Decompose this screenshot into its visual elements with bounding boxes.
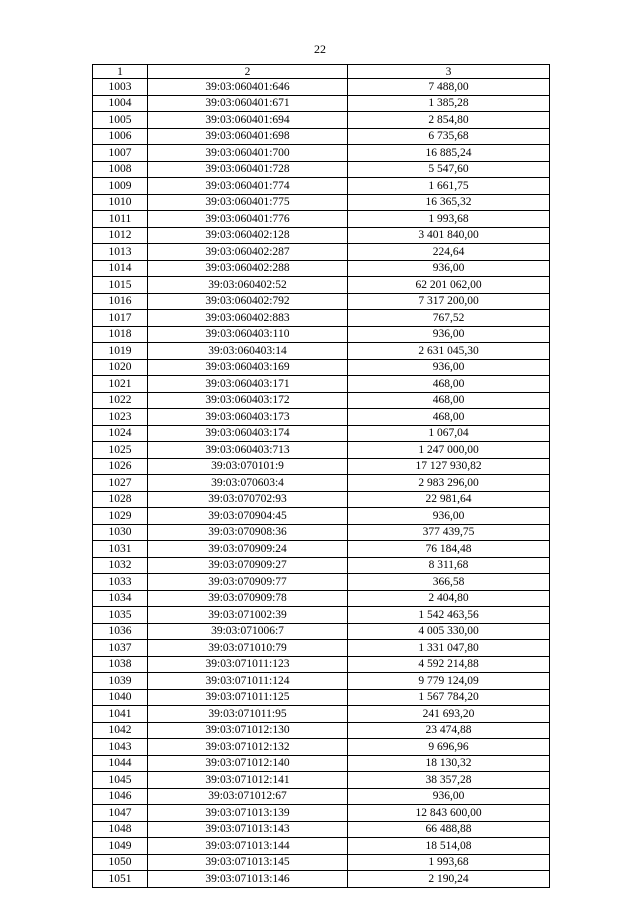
cell-value: 2 983 296,00 — [348, 475, 550, 492]
table-row — [93, 343, 550, 360]
table-row — [93, 112, 550, 129]
cell-row-number: 1011 — [93, 211, 148, 228]
table-row — [93, 359, 550, 376]
cell-value: 1 567 784,20 — [348, 689, 550, 706]
cell-row-number: 1021 — [93, 376, 148, 393]
cell-value: 1 331 047,80 — [348, 640, 550, 657]
cell-cadastral-number: 39:03:060401:694 — [148, 112, 348, 129]
cell-value: 22 981,64 — [348, 491, 550, 508]
cell-value: 936,00 — [348, 508, 550, 525]
cell-cadastral-number: 39:03:060401:728 — [148, 161, 348, 178]
cell-cadastral-number: 39:03:060401:774 — [148, 178, 348, 195]
cell-cadastral-number: 39:03:060402:792 — [148, 293, 348, 310]
table-row — [93, 260, 550, 277]
cell-cadastral-number: 39:03:071012:132 — [148, 739, 348, 756]
cell-cadastral-number: 39:03:071013:146 — [148, 871, 348, 888]
table-header — [93, 65, 550, 79]
cell-value: 241 693,20 — [348, 706, 550, 723]
cell-cadastral-number: 39:03:060403:14 — [148, 343, 348, 360]
table-row — [93, 673, 550, 690]
cell-cadastral-number: 39:03:060403:172 — [148, 392, 348, 409]
table-row — [93, 871, 550, 888]
cell-value: 2 404,80 — [348, 590, 550, 607]
cell-cadastral-number: 39:03:070908:36 — [148, 524, 348, 541]
cell-value: 2 854,80 — [348, 112, 550, 129]
cell-cadastral-number: 39:03:060403:169 — [148, 359, 348, 376]
table-row — [93, 590, 550, 607]
column-header-cadastral-number: 2 — [148, 65, 348, 79]
cell-row-number: 1048 — [93, 821, 148, 838]
cell-cadastral-number: 39:03:071006:7 — [148, 623, 348, 640]
cell-value: 62 201 062,00 — [348, 277, 550, 294]
cell-row-number: 1012 — [93, 227, 148, 244]
cell-value: 18 130,32 — [348, 755, 550, 772]
table-row — [93, 805, 550, 822]
cell-cadastral-number: 39:03:060402:883 — [148, 310, 348, 327]
cell-value: 1 542 463,56 — [348, 607, 550, 624]
cell-value: 12 843 600,00 — [348, 805, 550, 822]
table-body — [93, 79, 550, 888]
table-row — [93, 508, 550, 525]
cell-cadastral-number: 39:03:060401:698 — [148, 128, 348, 145]
cell-row-number: 1025 — [93, 442, 148, 459]
cell-value: 1 661,75 — [348, 178, 550, 195]
table-row — [93, 194, 550, 211]
table-row — [93, 821, 550, 838]
cell-row-number: 1047 — [93, 805, 148, 822]
cell-value: 9 779 124,09 — [348, 673, 550, 690]
table-row — [93, 178, 550, 195]
cell-row-number: 1023 — [93, 409, 148, 426]
table-row — [93, 722, 550, 739]
cell-cadastral-number: 39:03:071012:130 — [148, 722, 348, 739]
table-row — [93, 656, 550, 673]
cell-value: 38 357,28 — [348, 772, 550, 789]
cell-row-number: 1030 — [93, 524, 148, 541]
table-row — [93, 607, 550, 624]
column-header-number: 1 — [93, 65, 148, 79]
cell-cadastral-number: 39:03:070909:24 — [148, 541, 348, 558]
cell-value: 7 317 200,00 — [348, 293, 550, 310]
cell-row-number: 1027 — [93, 475, 148, 492]
cell-value: 16 365,32 — [348, 194, 550, 211]
table-row — [93, 244, 550, 261]
cell-cadastral-number: 39:03:070909:27 — [148, 557, 348, 574]
cell-cadastral-number: 39:03:071002:39 — [148, 607, 348, 624]
cell-cadastral-number: 39:03:070904:45 — [148, 508, 348, 525]
table-row — [93, 442, 550, 459]
cell-cadastral-number: 39:03:071013:139 — [148, 805, 348, 822]
cell-row-number: 1043 — [93, 739, 148, 756]
cell-cadastral-number: 39:03:060402:287 — [148, 244, 348, 261]
table-row — [93, 689, 550, 706]
cell-row-number: 1005 — [93, 112, 148, 129]
cell-value: 936,00 — [348, 359, 550, 376]
cell-value: 18 514,08 — [348, 838, 550, 855]
cell-row-number: 1028 — [93, 491, 148, 508]
cell-row-number: 1024 — [93, 425, 148, 442]
cell-row-number: 1040 — [93, 689, 148, 706]
cell-row-number: 1006 — [93, 128, 148, 145]
cell-row-number: 1045 — [93, 772, 148, 789]
cell-value: 468,00 — [348, 392, 550, 409]
cell-cadastral-number: 39:03:071011:95 — [148, 706, 348, 723]
cell-value: 2 631 045,30 — [348, 343, 550, 360]
cell-row-number: 1019 — [93, 343, 148, 360]
cell-value: 366,58 — [348, 574, 550, 591]
table-row — [93, 475, 550, 492]
cell-row-number: 1020 — [93, 359, 148, 376]
table-row — [93, 788, 550, 805]
cell-cadastral-number: 39:03:071013:145 — [148, 854, 348, 871]
cell-row-number: 1013 — [93, 244, 148, 261]
header-row — [93, 65, 550, 79]
cell-value: 2 190,24 — [348, 871, 550, 888]
cell-value: 7 488,00 — [348, 79, 550, 96]
cell-value: 6 735,68 — [348, 128, 550, 145]
cell-cadastral-number: 39:03:071012:141 — [148, 772, 348, 789]
cell-cadastral-number: 39:03:071012:140 — [148, 755, 348, 772]
cell-value: 1 993,68 — [348, 211, 550, 228]
cell-value: 767,52 — [348, 310, 550, 327]
cell-row-number: 1033 — [93, 574, 148, 591]
table-row — [93, 293, 550, 310]
cell-row-number: 1037 — [93, 640, 148, 657]
cell-cadastral-number: 39:03:071011:124 — [148, 673, 348, 690]
cell-value: 1 385,28 — [348, 95, 550, 112]
cell-cadastral-number: 39:03:060402:128 — [148, 227, 348, 244]
column-header-value: 3 — [348, 65, 550, 79]
cell-cadastral-number: 39:03:060403:173 — [148, 409, 348, 426]
cell-cadastral-number: 39:03:060401:671 — [148, 95, 348, 112]
cell-value: 936,00 — [348, 326, 550, 343]
cell-cadastral-number: 39:03:060403:171 — [148, 376, 348, 393]
table-row — [93, 854, 550, 871]
cell-row-number: 1031 — [93, 541, 148, 558]
cell-row-number: 1015 — [93, 277, 148, 294]
cell-value: 1 067,04 — [348, 425, 550, 442]
table-row — [93, 95, 550, 112]
cell-row-number: 1038 — [93, 656, 148, 673]
table-row — [93, 79, 550, 96]
table-row — [93, 574, 550, 591]
cell-value: 4 592 214,88 — [348, 656, 550, 673]
cell-row-number: 1050 — [93, 854, 148, 871]
table-row — [93, 310, 550, 327]
cell-value: 468,00 — [348, 409, 550, 426]
cell-row-number: 1051 — [93, 871, 148, 888]
cell-row-number: 1010 — [93, 194, 148, 211]
table-row — [93, 161, 550, 178]
cell-value: 8 311,68 — [348, 557, 550, 574]
cell-row-number: 1026 — [93, 458, 148, 475]
table-row — [93, 227, 550, 244]
cell-value: 936,00 — [348, 260, 550, 277]
table-row — [93, 458, 550, 475]
cell-row-number: 1016 — [93, 293, 148, 310]
cell-value: 377 439,75 — [348, 524, 550, 541]
cell-value: 9 696,96 — [348, 739, 550, 756]
cell-cadastral-number: 39:03:071013:143 — [148, 821, 348, 838]
table-row — [93, 640, 550, 657]
cell-cadastral-number: 39:03:071011:123 — [148, 656, 348, 673]
table-row — [93, 541, 550, 558]
cell-value: 3 401 840,00 — [348, 227, 550, 244]
cell-value: 224,64 — [348, 244, 550, 261]
table-row — [93, 425, 550, 442]
cell-cadastral-number: 39:03:060401:700 — [148, 145, 348, 162]
cell-row-number: 1008 — [93, 161, 148, 178]
cell-row-number: 1044 — [93, 755, 148, 772]
table-row — [93, 739, 550, 756]
cell-row-number: 1014 — [93, 260, 148, 277]
cell-cadastral-number: 39:03:071011:125 — [148, 689, 348, 706]
cell-cadastral-number: 39:03:060401:776 — [148, 211, 348, 228]
cell-row-number: 1022 — [93, 392, 148, 409]
table-row — [93, 277, 550, 294]
cell-cadastral-number: 39:03:071010:79 — [148, 640, 348, 657]
cell-value: 23 474,88 — [348, 722, 550, 739]
table-row — [93, 772, 550, 789]
table-row — [93, 755, 550, 772]
cell-row-number: 1003 — [93, 79, 148, 96]
cell-cadastral-number: 39:03:070101:9 — [148, 458, 348, 475]
cell-row-number: 1046 — [93, 788, 148, 805]
cell-cadastral-number: 39:03:060403:713 — [148, 442, 348, 459]
cell-row-number: 1007 — [93, 145, 148, 162]
table-row — [93, 623, 550, 640]
table-row — [93, 409, 550, 426]
cell-row-number: 1034 — [93, 590, 148, 607]
cell-cadastral-number: 39:03:060403:174 — [148, 425, 348, 442]
cell-value: 936,00 — [348, 788, 550, 805]
cadastral-value-table — [92, 64, 550, 888]
cell-cadastral-number: 39:03:060402:52 — [148, 277, 348, 294]
cell-row-number: 1035 — [93, 607, 148, 624]
cell-cadastral-number: 39:03:070603:4 — [148, 475, 348, 492]
cell-row-number: 1029 — [93, 508, 148, 525]
cell-row-number: 1041 — [93, 706, 148, 723]
table-row — [93, 706, 550, 723]
cell-row-number: 1004 — [93, 95, 148, 112]
cell-cadastral-number: 39:03:060403:110 — [148, 326, 348, 343]
cell-value: 1 993,68 — [348, 854, 550, 871]
cell-row-number: 1032 — [93, 557, 148, 574]
table-row — [93, 128, 550, 145]
page-number: 22 — [314, 42, 326, 56]
cell-value: 5 547,60 — [348, 161, 550, 178]
cell-row-number: 1018 — [93, 326, 148, 343]
cell-value: 76 184,48 — [348, 541, 550, 558]
cell-value: 17 127 930,82 — [348, 458, 550, 475]
cell-cadastral-number: 39:03:070909:77 — [148, 574, 348, 591]
cell-row-number: 1009 — [93, 178, 148, 195]
table-row — [93, 376, 550, 393]
cell-cadastral-number: 39:03:060401:775 — [148, 194, 348, 211]
cell-value: 66 488,88 — [348, 821, 550, 838]
table-row — [93, 392, 550, 409]
table-row — [93, 557, 550, 574]
table-row — [93, 491, 550, 508]
cell-row-number: 1039 — [93, 673, 148, 690]
table-row — [93, 838, 550, 855]
cell-value: 1 247 000,00 — [348, 442, 550, 459]
cell-cadastral-number: 39:03:070909:78 — [148, 590, 348, 607]
cell-row-number: 1036 — [93, 623, 148, 640]
cell-value: 16 885,24 — [348, 145, 550, 162]
cell-row-number: 1042 — [93, 722, 148, 739]
cell-value: 468,00 — [348, 376, 550, 393]
cell-cadastral-number: 39:03:071013:144 — [148, 838, 348, 855]
table-row — [93, 524, 550, 541]
table-row — [93, 326, 550, 343]
cell-value: 4 005 330,00 — [348, 623, 550, 640]
cell-cadastral-number: 39:03:060401:646 — [148, 79, 348, 96]
cell-cadastral-number: 39:03:070702:93 — [148, 491, 348, 508]
table-row — [93, 145, 550, 162]
cell-row-number: 1017 — [93, 310, 148, 327]
cell-cadastral-number: 39:03:060402:288 — [148, 260, 348, 277]
cell-cadastral-number: 39:03:071012:67 — [148, 788, 348, 805]
cell-row-number: 1049 — [93, 838, 148, 855]
table-row — [93, 211, 550, 228]
